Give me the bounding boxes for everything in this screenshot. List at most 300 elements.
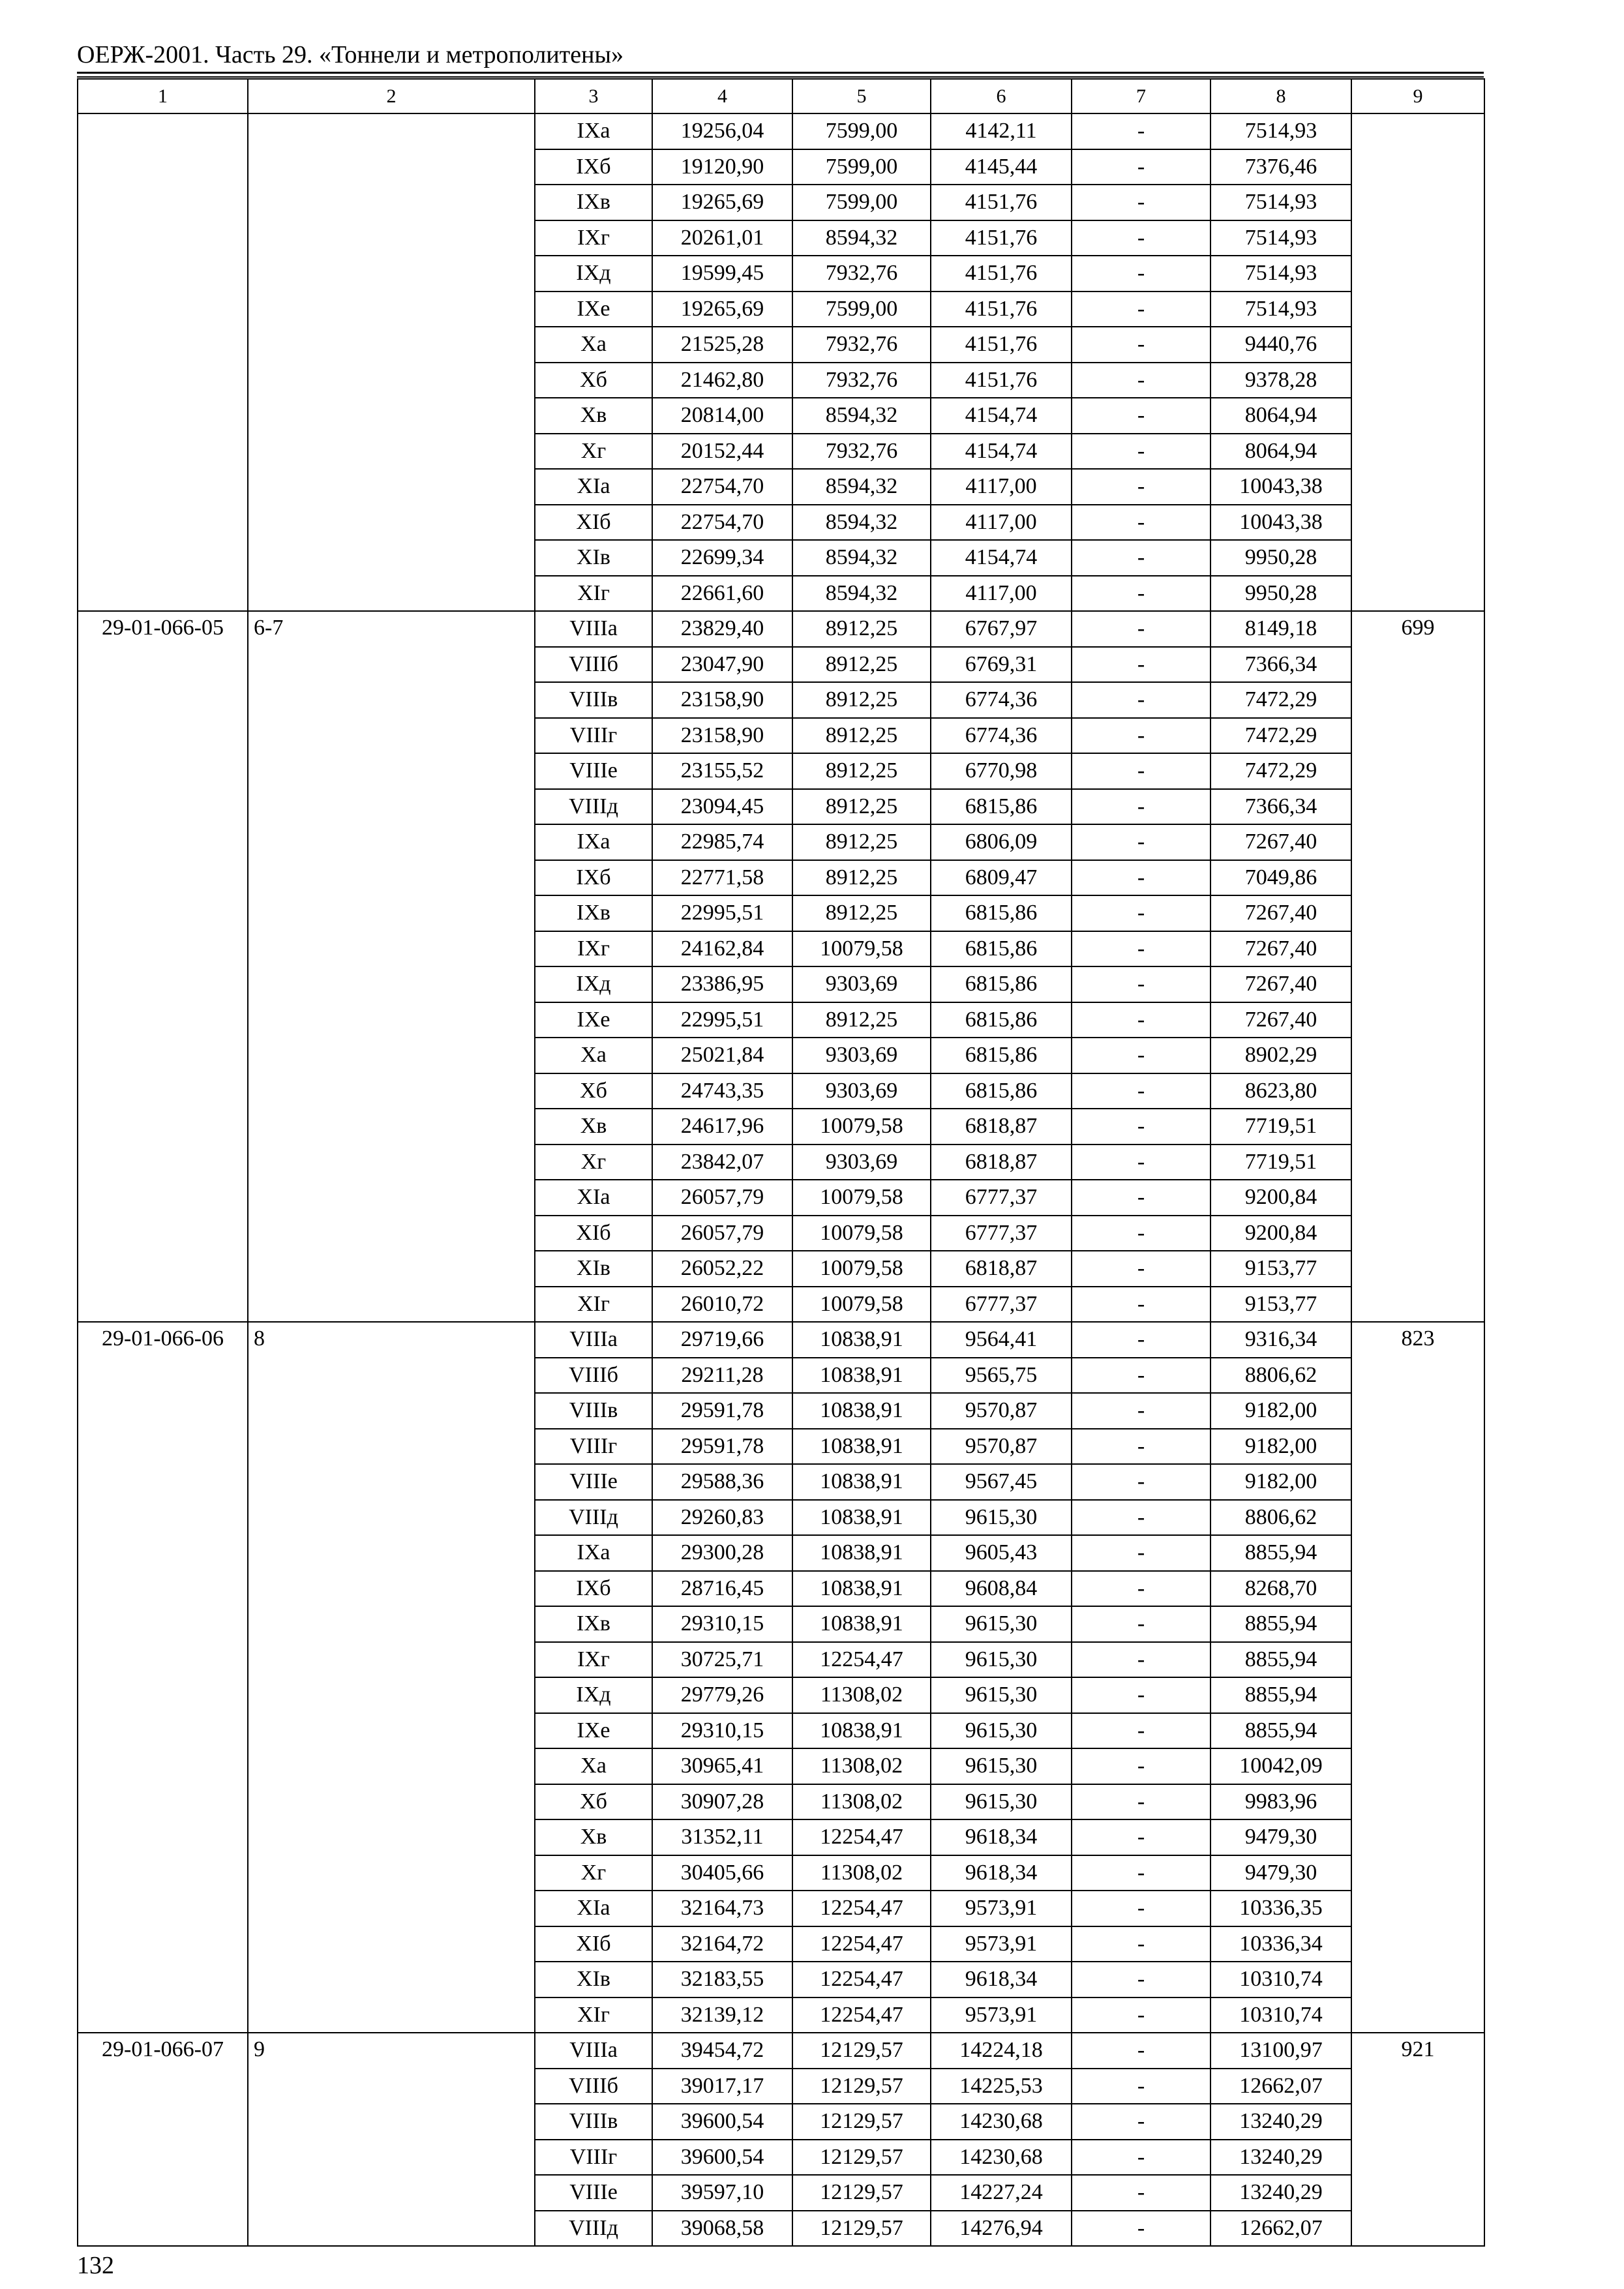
materials-cell: 9200,84: [1210, 1180, 1351, 1216]
row-class-cell: VIIIа: [535, 1322, 652, 1358]
wages-cell: 8594,32: [792, 505, 931, 541]
total-cost-cell: 26010,72: [652, 1287, 792, 1323]
driver-wages-cell: -: [1072, 931, 1210, 967]
wages-cell: 8912,25: [792, 682, 931, 718]
wages-cell: 12254,47: [792, 1926, 931, 1962]
wages-cell: 12254,47: [792, 1962, 931, 1997]
driver-wages-cell: -: [1072, 185, 1210, 220]
driver-wages-cell: -: [1072, 292, 1210, 327]
total-cost-cell: 19256,04: [652, 113, 792, 149]
total-cost-cell: 23158,90: [652, 718, 792, 754]
driver-wages-cell: -: [1072, 434, 1210, 470]
driver-wages-cell: -: [1072, 505, 1210, 541]
parameter-cell: 9: [248, 2033, 535, 2246]
materials-cell: 7366,34: [1210, 647, 1351, 683]
machinery-cell: 9615,30: [931, 1677, 1072, 1713]
wages-cell: 7599,00: [792, 149, 931, 185]
driver-wages-cell: -: [1072, 1535, 1210, 1571]
machinery-cell: 9608,84: [931, 1571, 1072, 1607]
row-class-cell: VIIIа: [535, 2033, 652, 2069]
materials-cell: 8855,94: [1210, 1535, 1351, 1571]
wages-cell: 10838,91: [792, 1713, 931, 1749]
driver-wages-cell: -: [1072, 1216, 1210, 1251]
row-class-cell: VIIIг: [535, 1429, 652, 1465]
wages-cell: 10838,91: [792, 1535, 931, 1571]
row-class-cell: Xб: [535, 1784, 652, 1820]
driver-wages-cell: -: [1072, 1819, 1210, 1855]
materials-cell: 10310,74: [1210, 1962, 1351, 1997]
driver-wages-cell: -: [1072, 1642, 1210, 1678]
machinery-cell: 6818,87: [931, 1251, 1072, 1287]
column-number: 6: [931, 79, 1072, 113]
row-class-cell: VIIIг: [535, 2140, 652, 2176]
wages-cell: 12129,57: [792, 2175, 931, 2211]
driver-wages-cell: -: [1072, 718, 1210, 754]
row-class-cell: VIIIв: [535, 682, 652, 718]
row-class-cell: IXа: [535, 824, 652, 860]
driver-wages-cell: -: [1072, 1358, 1210, 1394]
wages-cell: 7599,00: [792, 292, 931, 327]
machinery-cell: 9615,30: [931, 1500, 1072, 1536]
wages-cell: 9303,69: [792, 1144, 931, 1180]
materials-cell: 9182,00: [1210, 1393, 1351, 1429]
materials-cell: 13100,97: [1210, 2033, 1351, 2069]
materials-cell: 13240,29: [1210, 2104, 1351, 2140]
machinery-cell: 14230,68: [931, 2104, 1072, 2140]
parameter-cell: 8: [248, 1322, 535, 2033]
total-cost-cell: 25021,84: [652, 1038, 792, 1073]
total-cost-cell: 29591,78: [652, 1429, 792, 1465]
total-cost-cell: 19120,90: [652, 149, 792, 185]
column-number: 2: [248, 79, 535, 113]
driver-wages-cell: -: [1072, 113, 1210, 149]
total-cost-cell: 23386,95: [652, 966, 792, 1002]
materials-cell: 7267,40: [1210, 895, 1351, 931]
column-number: 5: [792, 79, 931, 113]
materials-cell: 7049,86: [1210, 860, 1351, 896]
materials-cell: 8855,94: [1210, 1642, 1351, 1678]
wages-cell: 9303,69: [792, 1038, 931, 1073]
table-row: [78, 1322, 1484, 1358]
row-class-cell: XIг: [535, 1997, 652, 2033]
materials-cell: 7719,51: [1210, 1109, 1351, 1144]
wages-cell: 11308,02: [792, 1784, 931, 1820]
row-class-cell: IXе: [535, 1713, 652, 1749]
total-cost-cell: 20261,01: [652, 220, 792, 256]
wages-cell: 8912,25: [792, 1002, 931, 1038]
driver-wages-cell: -: [1072, 398, 1210, 434]
driver-wages-cell: -: [1072, 576, 1210, 612]
materials-cell: 7376,46: [1210, 149, 1351, 185]
materials-cell: 7514,93: [1210, 220, 1351, 256]
row-class-cell: XIб: [535, 505, 652, 541]
machinery-cell: 14225,53: [931, 2069, 1072, 2104]
driver-wages-cell: -: [1072, 1962, 1210, 1997]
total-cost-cell: 29310,15: [652, 1713, 792, 1749]
table-row: [78, 2033, 1484, 2069]
wages-cell: 8594,32: [792, 220, 931, 256]
driver-wages-cell: -: [1072, 149, 1210, 185]
wages-cell: 12129,57: [792, 2104, 931, 2140]
row-class-cell: VIIIе: [535, 2175, 652, 2211]
total-cost-cell: 32164,72: [652, 1926, 792, 1962]
row-class-cell: IXа: [535, 1535, 652, 1571]
wages-cell: 8912,25: [792, 860, 931, 896]
row-class-cell: Xв: [535, 1109, 652, 1144]
materials-cell: 10310,74: [1210, 1997, 1351, 2033]
materials-cell: 7472,29: [1210, 753, 1351, 789]
row-class-cell: IXа: [535, 113, 652, 149]
machinery-cell: 6815,86: [931, 1038, 1072, 1073]
wages-cell: 8912,25: [792, 753, 931, 789]
materials-cell: 8623,80: [1210, 1073, 1351, 1109]
row-class-cell: IXд: [535, 256, 652, 292]
machinery-cell: 6770,98: [931, 753, 1072, 789]
materials-cell: 8806,62: [1210, 1500, 1351, 1536]
driver-wages-cell: -: [1072, 682, 1210, 718]
materials-cell: 7267,40: [1210, 824, 1351, 860]
row-class-cell: XIа: [535, 1180, 652, 1216]
row-class-cell: VIIIв: [535, 2104, 652, 2140]
rate-code-cell: [78, 113, 248, 611]
driver-wages-cell: -: [1072, 1287, 1210, 1323]
machinery-cell: 6815,86: [931, 931, 1072, 967]
total-cost-cell: 39597,10: [652, 2175, 792, 2211]
machinery-cell: 4154,74: [931, 540, 1072, 576]
row-class-cell: IXб: [535, 149, 652, 185]
row-class-cell: Xв: [535, 398, 652, 434]
driver-wages-cell: -: [1072, 1997, 1210, 2033]
wages-cell: 12129,57: [792, 2211, 931, 2247]
wages-cell: 8594,32: [792, 398, 931, 434]
total-cost-cell: 29310,15: [652, 1606, 792, 1642]
row-class-cell: XIв: [535, 1962, 652, 1997]
materials-cell: 8806,62: [1210, 1358, 1351, 1394]
total-cost-cell: 19265,69: [652, 292, 792, 327]
wages-cell: 12129,57: [792, 2140, 931, 2176]
driver-wages-cell: -: [1072, 966, 1210, 1002]
materials-cell: 7267,40: [1210, 931, 1351, 967]
driver-wages-cell: -: [1072, 327, 1210, 363]
row-class-cell: VIIIе: [535, 753, 652, 789]
driver-wages-cell: -: [1072, 1251, 1210, 1287]
wages-cell: 10838,91: [792, 1571, 931, 1607]
header-rule-thin: [77, 76, 1484, 78]
driver-wages-cell: -: [1072, 789, 1210, 825]
rate-code-cell: 29-01-066-05: [78, 611, 248, 1322]
total-cost-cell: 21462,80: [652, 363, 792, 398]
wages-cell: 12254,47: [792, 1642, 931, 1678]
machinery-cell: 6777,37: [931, 1287, 1072, 1323]
row-class-cell: VIIIд: [535, 789, 652, 825]
materials-cell: 9182,00: [1210, 1429, 1351, 1465]
column-number: 4: [652, 79, 792, 113]
machinery-cell: 6777,37: [931, 1216, 1072, 1251]
wages-cell: 10079,58: [792, 1180, 931, 1216]
row-class-cell: VIIIб: [535, 2069, 652, 2104]
row-class-cell: Xг: [535, 1144, 652, 1180]
machinery-cell: 4142,11: [931, 113, 1072, 149]
wages-cell: 12254,47: [792, 1997, 931, 2033]
driver-wages-cell: -: [1072, 1713, 1210, 1749]
driver-wages-cell: -: [1072, 1784, 1210, 1820]
materials-cell: 10043,38: [1210, 505, 1351, 541]
wages-cell: 10838,91: [792, 1464, 931, 1500]
total-cost-cell: 30405,66: [652, 1855, 792, 1891]
total-cost-cell: 22985,74: [652, 824, 792, 860]
driver-wages-cell: -: [1072, 611, 1210, 647]
total-cost-cell: 22754,70: [652, 469, 792, 505]
total-cost-cell: 29300,28: [652, 1535, 792, 1571]
total-cost-cell: 24162,84: [652, 931, 792, 967]
column-number: 3: [535, 79, 652, 113]
wages-cell: 7932,76: [792, 434, 931, 470]
machinery-cell: 6774,36: [931, 682, 1072, 718]
materials-cell: 8149,18: [1210, 611, 1351, 647]
parameter-cell: [248, 113, 535, 611]
wages-cell: 10838,91: [792, 1358, 931, 1394]
row-class-cell: VIIIд: [535, 2211, 652, 2247]
row-class-cell: Xа: [535, 1748, 652, 1784]
machinery-cell: 6815,86: [931, 1073, 1072, 1109]
machinery-cell: 6818,87: [931, 1144, 1072, 1180]
total-cost-cell: 19599,45: [652, 256, 792, 292]
machinery-cell: 9567,45: [931, 1464, 1072, 1500]
wages-cell: 7932,76: [792, 327, 931, 363]
wages-cell: 10079,58: [792, 1251, 931, 1287]
machinery-cell: 9618,34: [931, 1962, 1072, 1997]
materials-cell: 13240,29: [1210, 2140, 1351, 2176]
machinery-cell: 9565,75: [931, 1358, 1072, 1394]
parameter-cell: 6-7: [248, 611, 535, 1322]
materials-cell: 7267,40: [1210, 966, 1351, 1002]
machinery-cell: 4154,74: [931, 398, 1072, 434]
machinery-cell: 4154,74: [931, 434, 1072, 470]
machinery-cell: 9570,87: [931, 1393, 1072, 1429]
row-class-cell: VIIIг: [535, 718, 652, 754]
materials-cell: 9182,00: [1210, 1464, 1351, 1500]
rates-table: [77, 78, 1485, 2247]
row-class-cell: IXв: [535, 1606, 652, 1642]
total-cost-cell: 20152,44: [652, 434, 792, 470]
wages-cell: 10079,58: [792, 931, 931, 967]
machinery-cell: 9618,34: [931, 1819, 1072, 1855]
driver-wages-cell: -: [1072, 2140, 1210, 2176]
machinery-cell: 4151,76: [931, 256, 1072, 292]
driver-wages-cell: -: [1072, 1926, 1210, 1962]
driver-wages-cell: -: [1072, 2104, 1210, 2140]
materials-cell: 9316,34: [1210, 1322, 1351, 1358]
wages-cell: 10079,58: [792, 1216, 931, 1251]
row-class-cell: Xа: [535, 327, 652, 363]
materials-cell: 9200,84: [1210, 1216, 1351, 1251]
total-cost-cell: 32164,73: [652, 1891, 792, 1926]
machinery-cell: 9573,91: [931, 1997, 1072, 2033]
wages-cell: 12254,47: [792, 1819, 931, 1855]
row-class-cell: IXд: [535, 1677, 652, 1713]
row-class-cell: XIб: [535, 1216, 652, 1251]
driver-wages-cell: -: [1072, 753, 1210, 789]
row-class-cell: IXе: [535, 292, 652, 327]
materials-cell: 9983,96: [1210, 1784, 1351, 1820]
wages-cell: 9303,69: [792, 1073, 931, 1109]
driver-wages-cell: -: [1072, 1180, 1210, 1216]
rate-code-cell: 29-01-066-06: [78, 1322, 248, 2033]
driver-wages-cell: -: [1072, 2211, 1210, 2247]
total-cost-cell: 29719,66: [652, 1322, 792, 1358]
machinery-cell: 4117,00: [931, 576, 1072, 612]
row-class-cell: Xв: [535, 1819, 652, 1855]
machinery-cell: 4117,00: [931, 505, 1072, 541]
total-cost-cell: 23842,07: [652, 1144, 792, 1180]
machinery-cell: 9615,30: [931, 1606, 1072, 1642]
materials-cell: 7472,29: [1210, 682, 1351, 718]
total-cost-cell: 22995,51: [652, 1002, 792, 1038]
row-class-cell: Xб: [535, 363, 652, 398]
row-class-cell: IXг: [535, 931, 652, 967]
total-cost-cell: 26052,22: [652, 1251, 792, 1287]
row-class-cell: XIг: [535, 1287, 652, 1323]
materials-cell: 8855,94: [1210, 1677, 1351, 1713]
total-cost-cell: 39600,54: [652, 2140, 792, 2176]
machinery-cell: 6777,37: [931, 1180, 1072, 1216]
driver-wages-cell: -: [1072, 540, 1210, 576]
column-number: 8: [1210, 79, 1351, 113]
materials-cell: 7267,40: [1210, 1002, 1351, 1038]
row-class-cell: IXб: [535, 860, 652, 896]
materials-cell: 13240,29: [1210, 2175, 1351, 2211]
total-cost-cell: 20814,00: [652, 398, 792, 434]
wages-cell: 12129,57: [792, 2033, 931, 2069]
machinery-cell: 4151,76: [931, 292, 1072, 327]
row-class-cell: XIг: [535, 576, 652, 612]
row-class-cell: VIIIа: [535, 611, 652, 647]
materials-cell: 12662,07: [1210, 2069, 1351, 2104]
machinery-cell: 9615,30: [931, 1713, 1072, 1749]
driver-wages-cell: -: [1072, 895, 1210, 931]
row-class-cell: Xг: [535, 1855, 652, 1891]
driver-wages-cell: -: [1072, 1109, 1210, 1144]
value-9-cell: 921: [1351, 2033, 1484, 2246]
row-class-cell: XIв: [535, 540, 652, 576]
wages-cell: 7599,00: [792, 113, 931, 149]
driver-wages-cell: -: [1072, 1073, 1210, 1109]
machinery-cell: 9618,34: [931, 1855, 1072, 1891]
materials-cell: 8268,70: [1210, 1571, 1351, 1607]
wages-cell: 9303,69: [792, 966, 931, 1002]
row-class-cell: VIIIб: [535, 647, 652, 683]
table-row: [78, 113, 1484, 149]
value-9-cell: 823: [1351, 1322, 1484, 2033]
total-cost-cell: 29591,78: [652, 1393, 792, 1429]
total-cost-cell: 39600,54: [652, 2104, 792, 2140]
row-class-cell: VIIIб: [535, 1358, 652, 1394]
column-number: 1: [78, 79, 248, 113]
row-class-cell: IXд: [535, 966, 652, 1002]
driver-wages-cell: -: [1072, 1322, 1210, 1358]
row-class-cell: IXг: [535, 220, 652, 256]
column-number: 9: [1351, 79, 1484, 113]
materials-cell: 8064,94: [1210, 398, 1351, 434]
driver-wages-cell: -: [1072, 1464, 1210, 1500]
row-class-cell: VIIIд: [535, 1500, 652, 1536]
machinery-cell: 6815,86: [931, 789, 1072, 825]
wages-cell: 10838,91: [792, 1606, 931, 1642]
wages-cell: 8912,25: [792, 611, 931, 647]
driver-wages-cell: -: [1072, 1038, 1210, 1073]
row-class-cell: Xб: [535, 1073, 652, 1109]
machinery-cell: 9573,91: [931, 1891, 1072, 1926]
materials-cell: 12662,07: [1210, 2211, 1351, 2247]
machinery-cell: 6815,86: [931, 966, 1072, 1002]
machinery-cell: 14224,18: [931, 2033, 1072, 2069]
total-cost-cell: 22661,60: [652, 576, 792, 612]
machinery-cell: 6809,47: [931, 860, 1072, 896]
row-class-cell: XIа: [535, 1891, 652, 1926]
materials-cell: 8064,94: [1210, 434, 1351, 470]
total-cost-cell: 22995,51: [652, 895, 792, 931]
wages-cell: 10079,58: [792, 1287, 931, 1323]
total-cost-cell: 23155,52: [652, 753, 792, 789]
machinery-cell: 14230,68: [931, 2140, 1072, 2176]
machinery-cell: 6774,36: [931, 718, 1072, 754]
wages-cell: 10079,58: [792, 1109, 931, 1144]
driver-wages-cell: -: [1072, 220, 1210, 256]
total-cost-cell: 39068,58: [652, 2211, 792, 2247]
wages-cell: 8594,32: [792, 469, 931, 505]
total-cost-cell: 19265,69: [652, 185, 792, 220]
materials-cell: 7514,93: [1210, 113, 1351, 149]
machinery-cell: 6806,09: [931, 824, 1072, 860]
header-rule: [77, 72, 1484, 74]
driver-wages-cell: -: [1072, 363, 1210, 398]
materials-cell: 10042,09: [1210, 1748, 1351, 1784]
machinery-cell: 9615,30: [931, 1784, 1072, 1820]
total-cost-cell: 24743,35: [652, 1073, 792, 1109]
materials-cell: 8855,94: [1210, 1606, 1351, 1642]
materials-cell: 7514,93: [1210, 292, 1351, 327]
row-class-cell: XIб: [535, 1926, 652, 1962]
table-row: [78, 611, 1484, 647]
total-cost-cell: 23094,45: [652, 789, 792, 825]
page-number: 132: [77, 2252, 114, 2279]
driver-wages-cell: -: [1072, 1677, 1210, 1713]
total-cost-cell: 29260,83: [652, 1500, 792, 1536]
driver-wages-cell: -: [1072, 1144, 1210, 1180]
row-class-cell: VIIIе: [535, 1464, 652, 1500]
materials-cell: 9479,30: [1210, 1819, 1351, 1855]
materials-cell: 9479,30: [1210, 1855, 1351, 1891]
driver-wages-cell: -: [1072, 1855, 1210, 1891]
machinery-cell: 14276,94: [931, 2211, 1072, 2247]
machinery-cell: 9615,30: [931, 1748, 1072, 1784]
machinery-cell: 6818,87: [931, 1109, 1072, 1144]
materials-cell: 8902,29: [1210, 1038, 1351, 1073]
materials-cell: 10043,38: [1210, 469, 1351, 505]
machinery-cell: 6815,86: [931, 1002, 1072, 1038]
materials-cell: 8855,94: [1210, 1713, 1351, 1749]
materials-cell: 9950,28: [1210, 576, 1351, 612]
wages-cell: 11308,02: [792, 1748, 931, 1784]
total-cost-cell: 32139,12: [652, 1997, 792, 2033]
driver-wages-cell: -: [1072, 2069, 1210, 2104]
machinery-cell: 6769,31: [931, 647, 1072, 683]
wages-cell: 11308,02: [792, 1855, 931, 1891]
machinery-cell: 4145,44: [931, 149, 1072, 185]
total-cost-cell: 21525,28: [652, 327, 792, 363]
wages-cell: 11308,02: [792, 1677, 931, 1713]
total-cost-cell: 23158,90: [652, 682, 792, 718]
